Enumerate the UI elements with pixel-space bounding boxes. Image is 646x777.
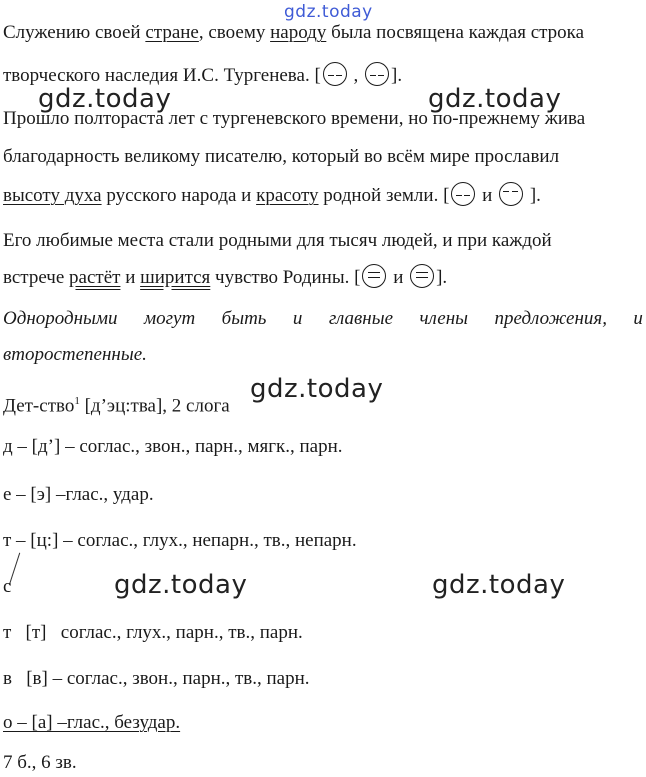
- note-word: и: [292, 308, 303, 329]
- phonetic-row: о – [а] –глас., безудар.: [3, 712, 181, 733]
- superscript: 1: [74, 395, 80, 407]
- circle-dash-symbol-icon: [365, 62, 389, 86]
- phonetic-row: т [т] соглас., глух., парн., тв., парн.: [3, 622, 303, 643]
- note-word: и: [633, 308, 643, 329]
- para1-line2: [3, 62, 402, 87]
- text: , своему: [198, 22, 271, 43]
- circle-dash-symbol-icon: [323, 62, 347, 86]
- para2-line1: Прошло полтораста лет с тургеневского времени, но по-прежнему жива: [3, 108, 586, 129]
- watermark: gdz.today: [250, 374, 384, 404]
- watermark: gdz.today: [114, 570, 248, 600]
- text: ].: [436, 267, 448, 288]
- circle-equals-symbol-icon: [362, 264, 386, 288]
- note-word: могут: [144, 308, 196, 329]
- text: русского народа и: [101, 185, 257, 206]
- text: ].: [391, 65, 403, 86]
- watermark: gdz.today: [432, 570, 566, 600]
- text: была посвящена каждая строка: [326, 22, 585, 43]
- note-word: быть: [221, 308, 267, 329]
- text: и: [388, 267, 409, 288]
- note-word: Однородными: [3, 308, 118, 329]
- para2-line3: [3, 182, 541, 207]
- text: встрече: [3, 267, 70, 288]
- text: и: [477, 185, 498, 206]
- phonetic-row: т – [ц:] – соглас., глух., непарн., тв., непарн.: [3, 530, 357, 551]
- phonetic-row: д – [д’] – соглас., звон., парн., мягк., парн.: [3, 436, 343, 457]
- transcription: [д’эц:тва], 2 слога: [79, 395, 230, 417]
- underlined-word: народу: [270, 22, 327, 43]
- para1-line1: [3, 22, 584, 44]
- note-word: члены: [419, 308, 469, 329]
- underlined-word: стране: [145, 22, 199, 43]
- phonetic-row: в [в] – соглас., звон., парн., тв., парн.: [3, 668, 310, 689]
- underlined-phrase: высоту духа: [3, 185, 102, 206]
- phonetic-summary: 7 б., 6 зв.: [3, 752, 77, 773]
- text: ,: [348, 65, 364, 86]
- note-word: главные: [328, 308, 394, 329]
- para3-line2: [3, 264, 447, 289]
- phonetic-row: е – [э] –глас., удар.: [3, 484, 154, 505]
- circle-dash-symbol-icon: [451, 182, 475, 206]
- watermark: gdz.today: [428, 84, 562, 114]
- double-underlined-word: растёт: [69, 267, 121, 288]
- phonetic-heading: [3, 390, 230, 417]
- text: родной земли. [: [318, 185, 450, 206]
- text: творческого наследия И.С. Тургенева. [: [3, 65, 321, 86]
- note-line2: второстепенные.: [3, 344, 147, 365]
- para2-line2: благодарность великому писателю, который во всём мире прославил: [3, 146, 560, 167]
- underlined-word: красоту: [256, 185, 319, 206]
- watermark: gdz.today: [38, 84, 172, 114]
- circle-top-dash-symbol-icon: [499, 182, 523, 206]
- text: и: [120, 267, 141, 288]
- text: Служению своей: [3, 22, 146, 43]
- watermark-top: gdz.today: [284, 2, 373, 22]
- text: чувство Родины. [: [210, 267, 361, 288]
- analysed-word: Дет-ство: [3, 395, 75, 417]
- double-underlined-word: ширится: [140, 267, 211, 288]
- note-line1: [3, 308, 643, 330]
- para3-line1: Его любимые места стали родными для тысяч людей, и при каждой: [3, 230, 552, 251]
- circle-equals-symbol-icon: [410, 264, 434, 288]
- phonetic-row: с: [3, 576, 12, 597]
- note-word: предложения,: [494, 308, 607, 329]
- text: ].: [525, 185, 541, 206]
